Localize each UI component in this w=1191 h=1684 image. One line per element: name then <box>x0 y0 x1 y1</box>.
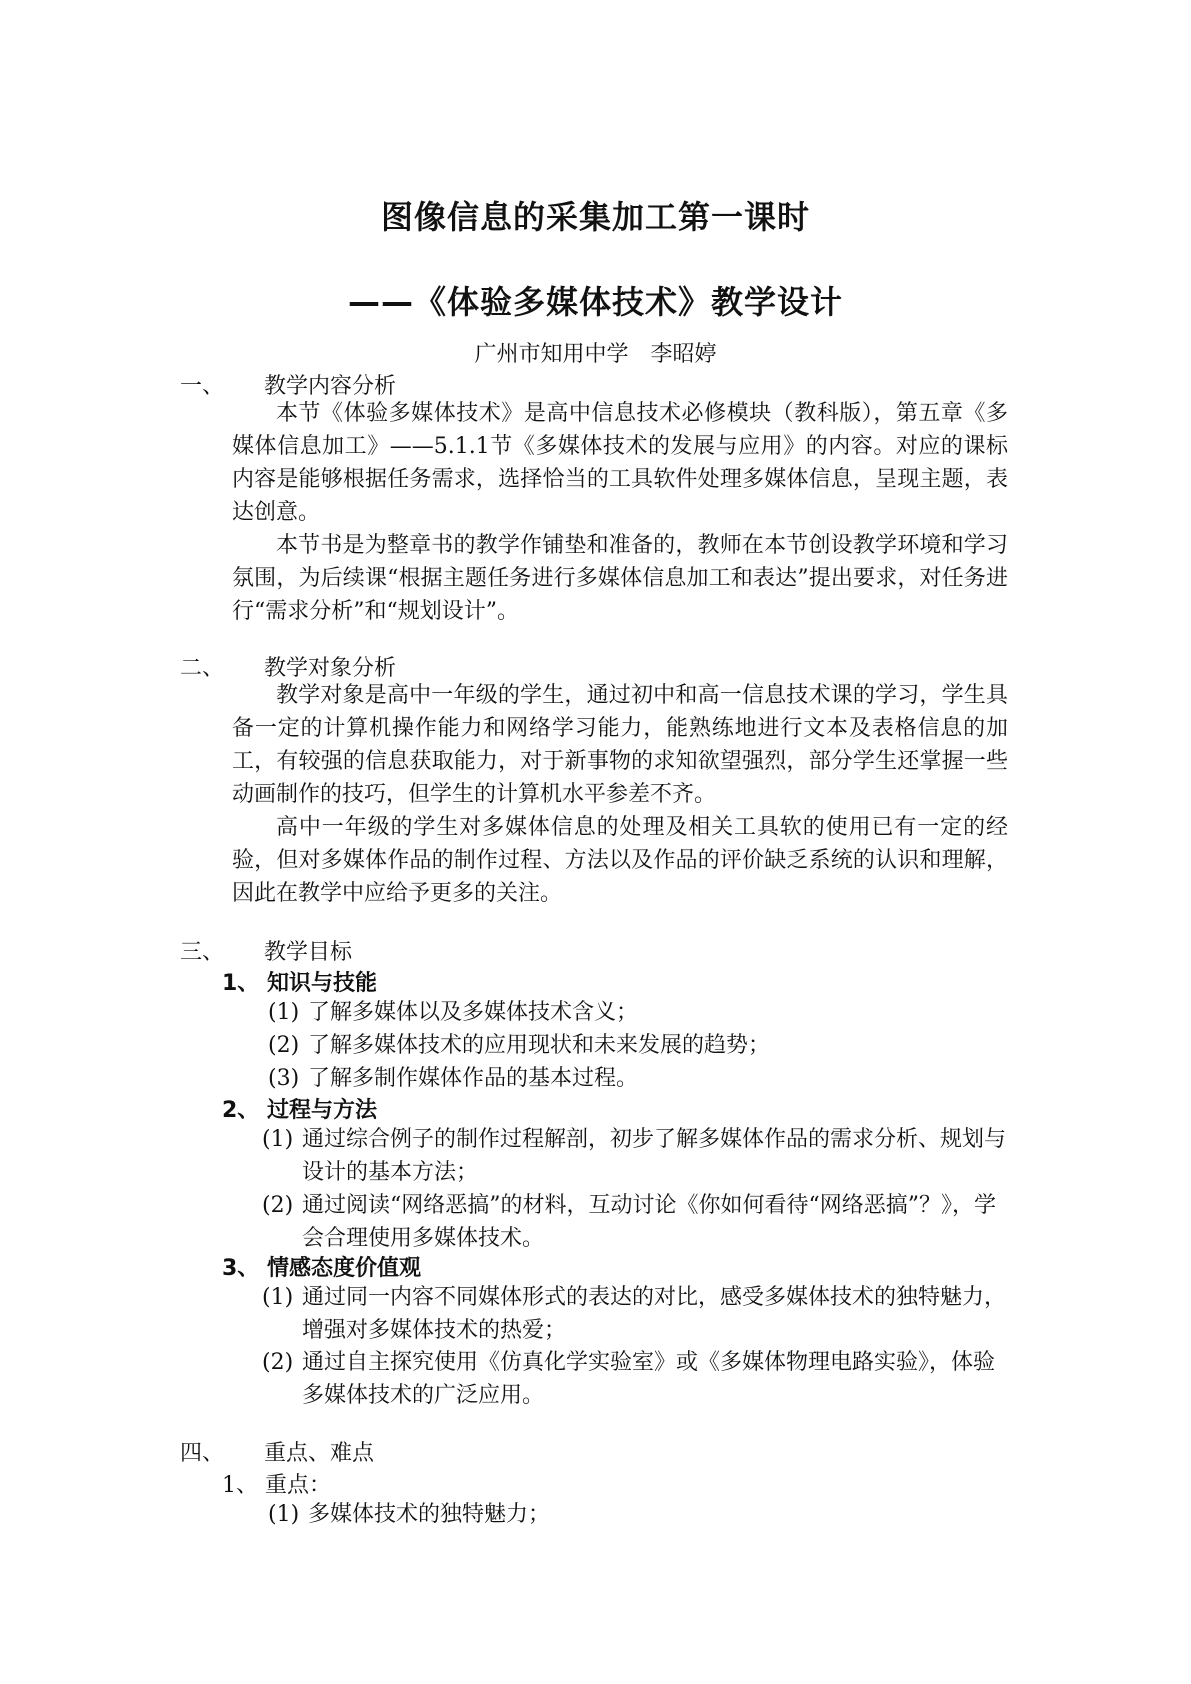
item-number: (3) <box>268 1066 300 1091</box>
item-number: (1) <box>268 1502 300 1527</box>
document-subtitle: ——《体验多媒体技术》教学设计 <box>347 283 843 321</box>
section-heading-2 <box>180 651 396 682</box>
item-text: 通过阅读“网络恶搞”的材料，互动讨论《你如何看待“网络恶搞”？》，学会合理使用多媒体技术。 <box>302 1193 996 1251</box>
list-item <box>268 1062 1048 1095</box>
paragraph: 高中一年级的学生对多媒体信息的处理及相关工具软的使用已有一定的经验，但对多媒体作品的制作过程、方法以及作品的评价缺乏系统的认识和理解，因此在教学中应给予更多的关注。 <box>232 815 1008 906</box>
item-text: 通过综合例子的制作过程解剖，初步了解多媒体作品的需求分析、规划与设计的基本方法； <box>302 1127 1007 1185</box>
paragraph: 教学对象是高中一年级的学生，通过初中和高一信息技术课的学习，学生具备一定的计算机操作能力和网络学习能力，能熟练地进行文本及表格信息的加工，有较强的信息获取能力，对于新事物的求知欲望强烈，部分学生还掌握一些动画制作的技巧，但学生的计算机水平参差不齐。 <box>232 683 1008 807</box>
item-number: (1) <box>268 1000 300 1025</box>
author-line: 广州市知用中学 李昭婷 <box>474 342 717 367</box>
subsection-heading: 1、 知识与技能 <box>222 971 377 996</box>
item-number: (2) <box>262 1193 294 1218</box>
item-text: 了解多媒体以及多媒体技术含义； <box>308 1000 639 1025</box>
list-item <box>268 1029 1048 1062</box>
section-title: 教学内容分析 <box>264 374 397 399</box>
section-heading-3 <box>180 935 352 966</box>
list-item <box>268 1498 1048 1531</box>
item-text: 了解多媒体技术的应用现状和未来发展的趋势； <box>308 1033 771 1058</box>
item-number: (1) <box>262 1285 294 1310</box>
paragraph: 本节《体验多媒体技术》是高中信息技术必修模块（教科版），第五章《多媒体信息加工》——5.1.1节《多媒体技术的发展与应用》的内容。对应的课标内容是能够根据任务需求，选择恰当的工具软件处理多媒体信息，呈现主题，表达创意。 <box>232 401 1008 525</box>
section-title: 教学目标 <box>264 940 353 965</box>
paragraph: 本节书是为整章书的教学作铺垫和准备的，教师在本节创设教学环境和学习氛围，为后续课“根据主题任务进行多媒体信息加工和表达”提出要求，对任务进行“需求分析”和“规划设计”。 <box>232 533 1008 624</box>
item-text: 通过同一内容不同媒体形式的表达的对比，感受多媒体技术的独特魅力，增强对多媒体技术的热爱； <box>302 1285 1007 1343</box>
item-number: (1) <box>262 1127 294 1152</box>
document-title: 图像信息的采集加工第一课时 <box>380 198 810 236</box>
section-title: 教学对象分析 <box>264 656 397 681</box>
section-title: 重点、难点 <box>264 1441 375 1466</box>
subsection-heading: 2、 过程与方法 <box>222 1098 377 1123</box>
section-number: 二、 <box>180 656 225 681</box>
section-heading-1 <box>180 369 396 400</box>
item-text: 多媒体技术的独特魅力； <box>308 1502 551 1527</box>
section-heading-4 <box>180 1436 374 1467</box>
list-item <box>262 1346 1012 1412</box>
list-item <box>268 996 1048 1029</box>
subsection-heading: 3、 情感态度价值观 <box>222 1256 421 1281</box>
section-number: 一、 <box>180 374 225 399</box>
item-text: 了解多制作媒体作品的基本过程。 <box>308 1066 639 1091</box>
item-number: (2) <box>268 1033 300 1058</box>
list-item <box>262 1281 1012 1347</box>
section-number: 三、 <box>180 940 225 965</box>
item-text: 通过自主探究使用《仿真化学实验室》或《多媒体物理电路实验》，体验多媒体技术的广泛应用。 <box>302 1350 996 1408</box>
list-item <box>262 1189 1012 1255</box>
item-number: (2) <box>262 1350 294 1375</box>
section-number: 四、 <box>180 1441 225 1466</box>
list-item <box>262 1123 1012 1189</box>
subsection-heading: 1、 重点： <box>222 1473 331 1498</box>
